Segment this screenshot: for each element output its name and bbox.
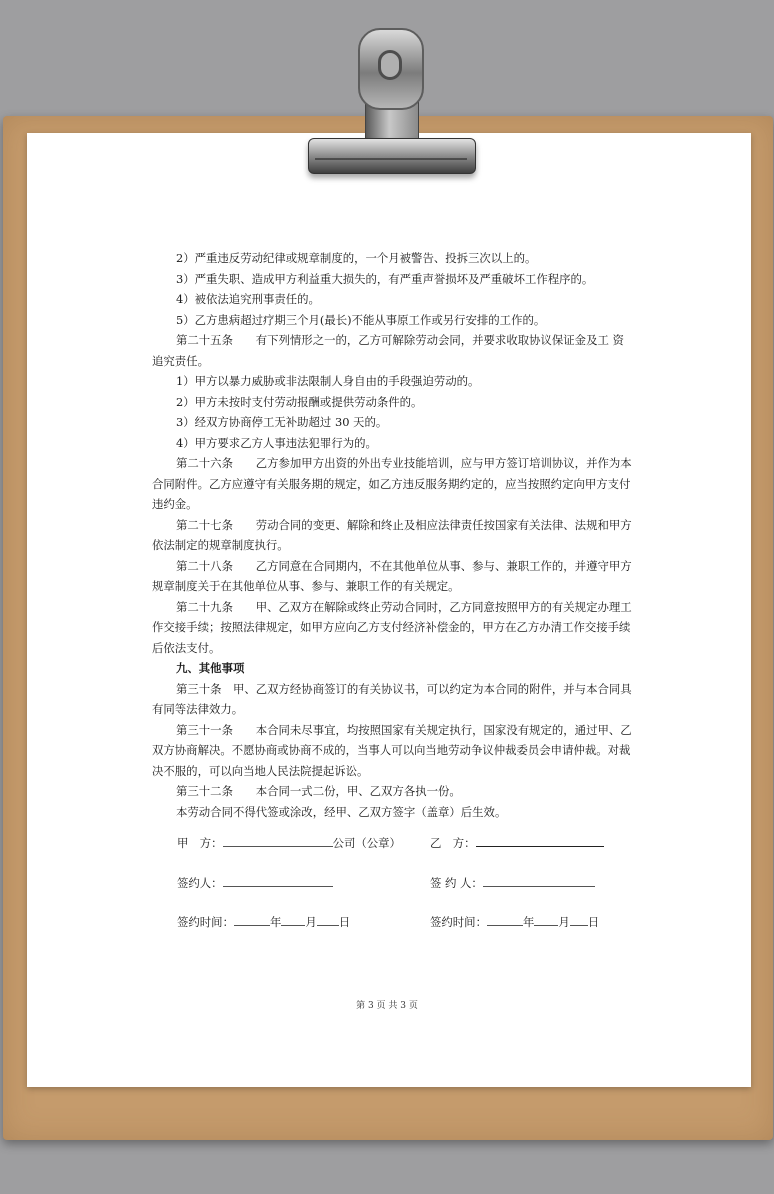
- date-b-row: [430, 911, 599, 930]
- page-number: 第 3 页 共 3 页: [356, 1001, 418, 1011]
- date-a-day-line: [317, 911, 339, 926]
- party-b-line: [476, 832, 604, 847]
- month-label: 月: [305, 915, 317, 929]
- effective-clause: 本劳动合同不得代签或涂改，经甲、乙双方签字（盖章）后生效。: [176, 804, 507, 819]
- clause-item: 4）被依法追究刑事责任的。: [176, 292, 320, 306]
- date-a-row: [177, 911, 350, 930]
- signer-b-line: [483, 872, 595, 887]
- clause-item: 4）甲方要求乙方人事违法犯罪行为的。: [176, 435, 377, 450]
- clause-item: 3）经双方协商停工无补助超过 30 天的。: [176, 415, 388, 429]
- signer-a-line: [223, 872, 333, 887]
- article-27: 第二十七条 劳动合同的变更、解除和终止及相应法律责任按国家有关法律、法规和甲方依法制定的规章制度执行。: [152, 517, 632, 552]
- party-b-label: 乙 方：: [430, 836, 476, 850]
- date-a-month-line: [281, 911, 305, 926]
- signer-b-row: [430, 872, 595, 891]
- year-label: 年: [522, 915, 535, 929]
- date-b-month-line: [534, 911, 558, 926]
- article-26: 第二十六条 乙方参加甲方出资的外出专业技能培训，应与甲方签订培训协议，并作为本合同附件。乙方应遵守有关服务期的规定，如乙方违反服务期约定的，应当按照约定向甲方支付违约金。: [152, 456, 632, 511]
- day-label: 日: [587, 915, 600, 929]
- signer-b-label: 签 约 人：: [430, 876, 483, 890]
- clip-hole: [378, 50, 402, 80]
- article-30: 第三十条 甲、乙双方经协商签订的有关协议书，可以约定为本合同的附件，并与本合同具有同等法律效力。: [152, 681, 632, 716]
- party-a-label: 甲 方：: [177, 836, 223, 850]
- year-label: 年: [269, 915, 282, 929]
- date-a-label: 签约时间：: [177, 915, 234, 929]
- party-b-row: [430, 832, 604, 851]
- binder-clip: [308, 138, 476, 174]
- day-label: 日: [338, 915, 351, 929]
- month-label: 月: [558, 915, 570, 929]
- section-heading: 九、其他事项: [176, 661, 245, 675]
- clause-item: 5）乙方患病超过疗期三个月(最长)不能从事原工作或另行安排的工作的。: [176, 312, 546, 327]
- article-25: 第二十五条 有下列情形之一的，乙方可解除劳动会同，并要求收取协议保证金及工 资追究责任。: [152, 333, 624, 368]
- contract-body: [152, 248, 632, 822]
- clause-item: 1）甲方以暴力威胁或非法限制人身自由的手段强迫劳动的。: [176, 374, 480, 388]
- article-28: 第二十八条 乙方同意在合同期内，不在其他单位从事、参与、兼职工作的，并遵守甲方规章制度关于在其他单位从事、参与、兼职工作的有关规定。: [152, 558, 632, 593]
- date-a-year-line: [234, 911, 270, 926]
- party-a-row: [177, 832, 401, 851]
- signer-a-row: [177, 872, 333, 891]
- party-a-line: [223, 832, 333, 847]
- article-32: 第三十二条 本合同一式二份，甲、乙双方各执一份。: [176, 784, 461, 798]
- date-b-year-line: [487, 911, 523, 926]
- party-a-suffix: 公司（公章）: [332, 836, 401, 850]
- date-b-day-line: [570, 911, 588, 926]
- clause-item: 2）严重违反劳动纪律或规章制度的，一个月被警告、投拆三次以上的。: [176, 251, 537, 265]
- binder-clip-edge: [315, 158, 467, 160]
- article-31: 第三十一条 本合同未尽事宜，均按照国家有关规定执行，国家没有规定的，通过甲、乙双方协商解决。不愿协商或协商不成的，当事人可以向当地劳动争议仲裁委员会申请仲裁。对裁决不服的，可以向当地人民法院提起诉讼。: [152, 722, 632, 778]
- clause-item: 2）甲方未按时支付劳动报酬或提供劳动条件的。: [176, 394, 423, 409]
- date-b-label: 签约时间：: [430, 915, 487, 929]
- article-29: 第二十九条 甲、乙双方在解除或终止劳动合同时，乙方同意按照甲方的有关规定办理工作交接手续；按照法律规定，如甲方应向乙方支付经济补偿金的，甲方在乙方办清工作交接手续后依法支付。: [152, 599, 632, 655]
- signer-a-label: 签约人：: [177, 876, 223, 890]
- clause-item: 3）严重失职、造成甲方利益重大损失的，有严重声誉损坏及严重破坏工作程序的。: [176, 271, 594, 286]
